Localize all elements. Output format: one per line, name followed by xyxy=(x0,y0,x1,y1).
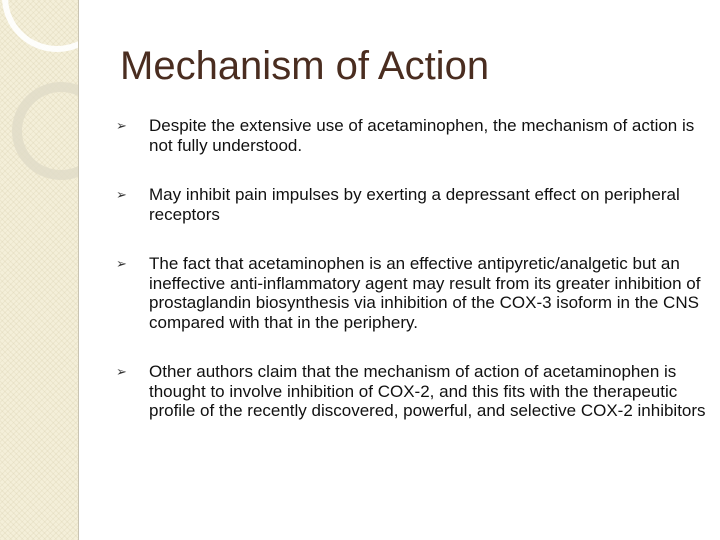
decorative-ring-small xyxy=(12,82,79,180)
decorative-ring-large xyxy=(2,0,79,52)
decorative-side-band xyxy=(0,0,79,540)
bullet-item xyxy=(116,116,706,155)
bullet-text: May inhibit pain impulses by exerting a depressant effect on peripheral receptors xyxy=(149,185,680,224)
bullet-text: Despite the extensive use of acetaminophen, the mechanism of action is not fully understood. xyxy=(149,116,695,155)
arrow-bullet-icon: ➢ xyxy=(116,364,127,379)
bullet-item xyxy=(116,362,706,421)
bullet-text: Other authors claim that the mechanism of action of acetaminophen is thought to involve inhibition of COX-2, and this fits with the therapeutic profile of the recently discovered, powerful, and selective COX-2 inhibitors xyxy=(149,362,706,420)
arrow-bullet-icon: ➢ xyxy=(116,256,127,271)
bullet-list xyxy=(116,116,706,421)
slide-title: Mechanism of Action xyxy=(120,44,490,88)
arrow-bullet-icon: ➢ xyxy=(116,187,127,202)
arrow-bullet-icon: ➢ xyxy=(116,118,127,133)
bullet-item xyxy=(116,254,706,332)
bullet-text: The fact that acetaminophen is an effective antipyretic/analgetic but an ineffective anti-inflammatory agent may result from its greater inhibition of prostaglandin biosynthesis via inhibition of the COX-3 isoform in the CNS compared with that in the periphery. xyxy=(149,254,701,332)
bullet-item xyxy=(116,185,706,224)
